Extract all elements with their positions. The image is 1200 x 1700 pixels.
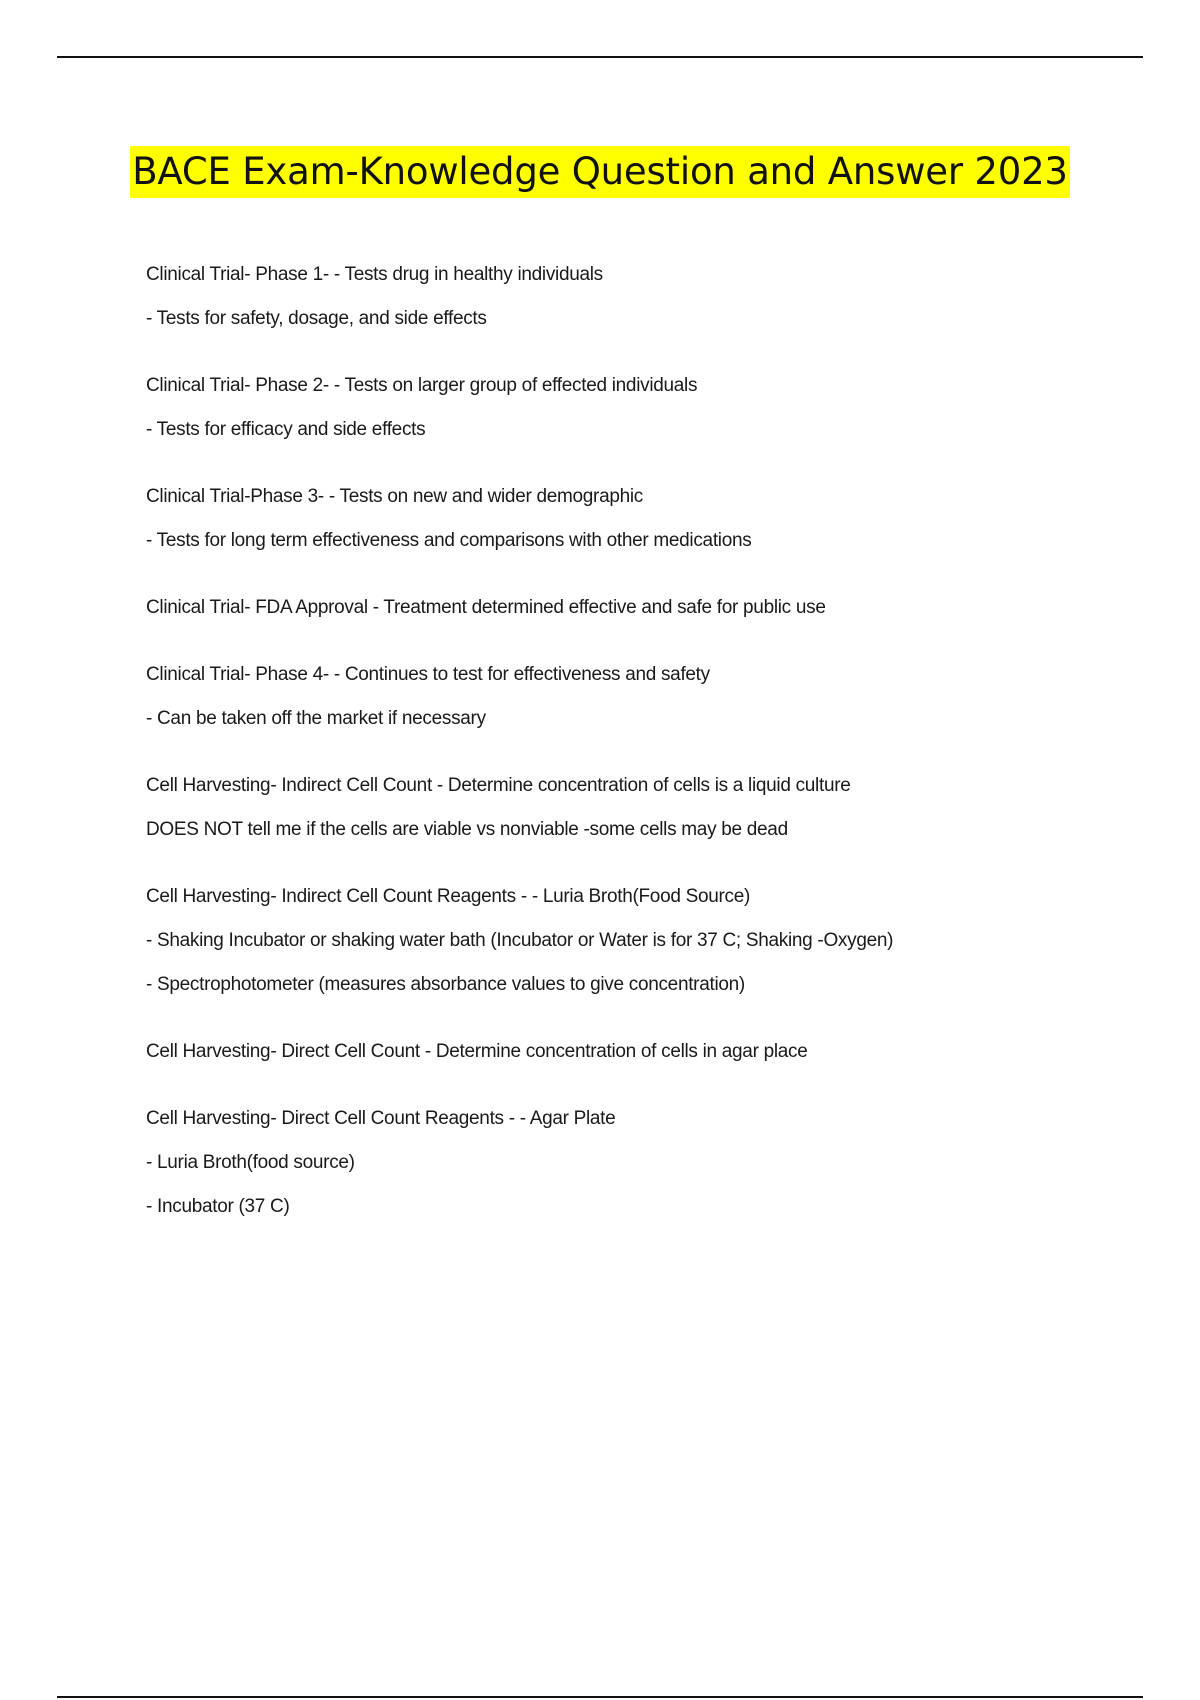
qa-entry <box>146 664 1146 729</box>
qa-entry-detail-line: - Incubator (37 C) <box>146 1196 290 1217</box>
qa-entry-detail-line: - Tests for efficacy and side effects <box>146 419 426 440</box>
qa-entry-detail-line: - Tests for long term effectiveness and comparisons with other medications <box>146 530 752 551</box>
qa-entry <box>146 1108 1146 1217</box>
qa-entry <box>146 886 1146 995</box>
qa-entry-heading-line: Clinical Trial- FDA Approval - Treatment determined effective and safe for public use <box>146 597 826 618</box>
qa-entry-detail-line: - Can be taken off the market if necessary <box>146 708 486 729</box>
bottom-rule <box>57 1696 1143 1698</box>
qa-entry-detail-line: - Luria Broth(food source) <box>146 1152 355 1173</box>
qa-entry-heading-line: Clinical Trial- Phase 4- - Continues to test for effectiveness and safety <box>146 664 710 685</box>
qa-entry <box>146 775 1146 840</box>
qa-entry-heading-line: Cell Harvesting- Indirect Cell Count Reagents - - Luria Broth(Food Source) <box>146 886 751 907</box>
qa-entry <box>146 264 1146 329</box>
qa-entry-heading-line: Cell Harvesting- Direct Cell Count - Determine concentration of cells in agar place <box>146 1041 808 1062</box>
qa-entry-detail-line: DOES NOT tell me if the cells are viable vs nonviable -some cells may be dead <box>146 819 788 840</box>
qa-entry-detail-line: - Spectrophotometer (measures absorbance values to give concentration) <box>146 974 745 995</box>
qa-entry-heading-line: Cell Harvesting- Indirect Cell Count - Determine concentration of cells is a liquid culture <box>146 775 851 796</box>
document-body <box>146 264 1146 1263</box>
top-rule <box>57 56 1143 58</box>
qa-entry <box>146 1041 1146 1062</box>
qa-entry-detail-line: - Tests for safety, dosage, and side effects <box>146 308 487 329</box>
qa-entry <box>146 597 1146 618</box>
qa-entry <box>146 486 1146 551</box>
qa-entry-heading-line: Clinical Trial-Phase 3- - Tests on new and wider demographic <box>146 486 644 507</box>
title-wrap <box>0 146 1200 198</box>
qa-entry-detail-line: - Shaking Incubator or shaking water bath (Incubator or Water is for 37 C; Shaking -Oxygen) <box>146 930 894 951</box>
document-title: BACE Exam-Knowledge Question and Answer 2023 <box>130 146 1070 198</box>
qa-entry-heading-line: Cell Harvesting- Direct Cell Count Reagents - - Agar Plate <box>146 1108 616 1129</box>
qa-entry-heading-line: Clinical Trial- Phase 1- - Tests drug in healthy individuals <box>146 264 603 285</box>
qa-entry-heading-line: Clinical Trial- Phase 2- - Tests on larger group of effected individuals <box>146 375 698 396</box>
qa-entry <box>146 375 1146 440</box>
